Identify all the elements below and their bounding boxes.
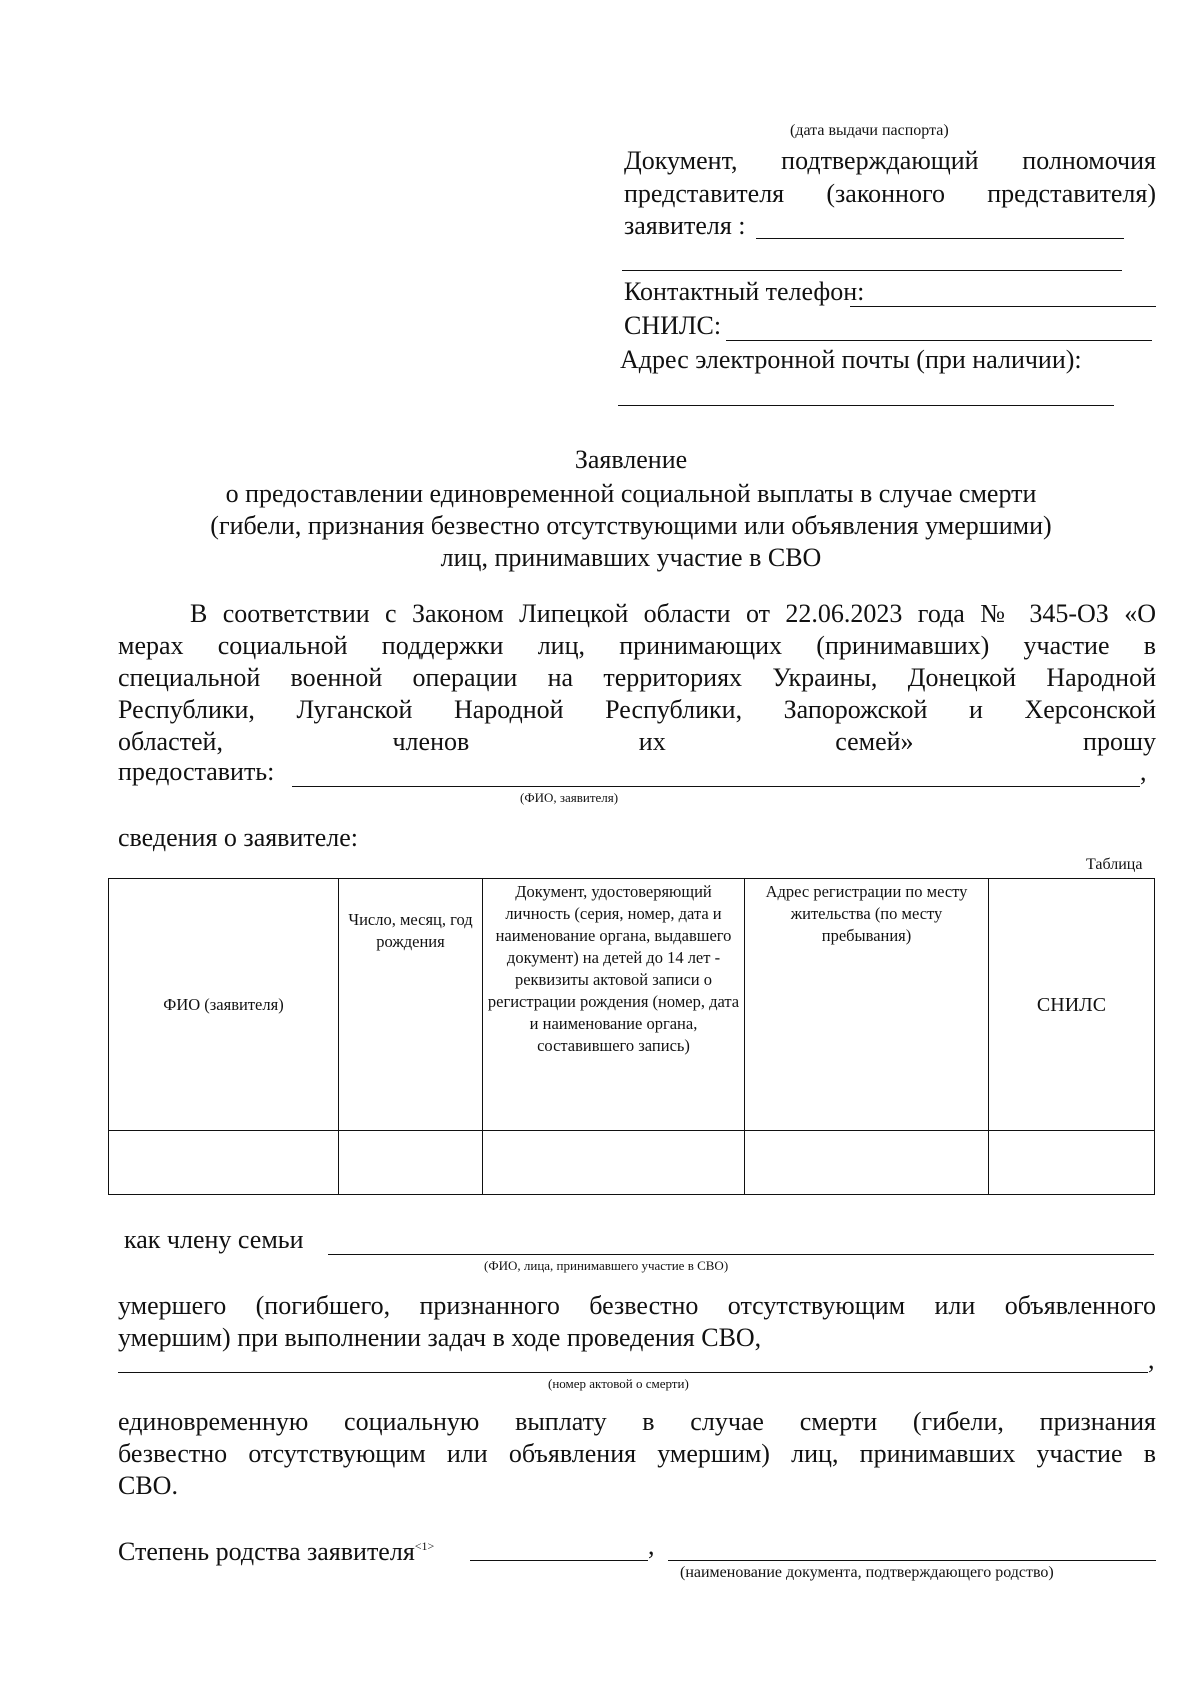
paragraph1-line1: В соответствии с Законом Липецкой области от 22.06.2023 года № 345-ОЗ «О <box>190 599 1156 628</box>
paragraph1-line4: Республики, Луганской Народной Республики, Запорожской и Херсонской <box>118 695 1156 724</box>
doc-subtitle-line2: (гибели, признания безвестно отсутствующими или объявления умершими) <box>210 511 1052 540</box>
applicant-info-label: сведения о заявителе: <box>118 823 359 852</box>
table-caption: Таблица <box>1086 856 1143 873</box>
kinship-label-text: Степень родства заявителя <box>118 1537 415 1566</box>
family-member-field-line[interactable] <box>328 1254 1154 1255</box>
fio-caption: (ФИО, заявителя) <box>520 790 619 805</box>
rep-doc-line1: Документ, подтверждающий полномочия <box>624 146 1156 175</box>
kinship-degree-field-line[interactable] <box>470 1560 648 1561</box>
comma-2: , <box>1148 1345 1155 1374</box>
death-record-caption: (номер актовой о смерти) <box>548 1376 689 1391</box>
email-label: Адрес электронной почты (при наличии): <box>620 345 1082 374</box>
doc-subtitle-line3: лиц, принимавших участие в СВО <box>440 543 822 572</box>
col-header-document: Документ, удостоверяющий личность (серия, номер, дата и наименование органа, выдавшего документ) на детей до 14 лет - реквизиты актовой записи о регистрации рождения (номер, дата и наименование органа, составившего запись) <box>483 879 745 1131</box>
passport-date-caption: (дата выдачи паспорта) <box>790 122 949 139</box>
death-record-field-line[interactable] <box>118 1372 1148 1373</box>
table-data-row[interactable] <box>109 1131 1155 1195</box>
col-header-snils: СНИЛС <box>989 879 1155 1131</box>
kinship-doc-caption: (наименование документа, подтверждающего родство) <box>680 1564 1054 1581</box>
cell-snils[interactable] <box>989 1131 1155 1195</box>
payment-line2: безвестно отсутствующим или объявления умершим) лиц, принимавших участие в <box>118 1439 1156 1468</box>
comma-3: , <box>648 1531 655 1560</box>
kinship-label <box>118 1530 434 1568</box>
table-header-row <box>109 879 1155 1131</box>
payment-line3: СВО. <box>118 1471 178 1500</box>
paragraph1-line6: предоставить: <box>118 757 275 786</box>
cell-address[interactable] <box>745 1131 989 1195</box>
comma-1: , <box>1140 757 1147 786</box>
family-caption: (ФИО, лица, принимавшего участие в СВО) <box>484 1258 729 1273</box>
doc-subtitle-line1: о предоставлении единовременной социальной выплаты в случае смерти <box>225 479 1037 508</box>
snils-field-line[interactable] <box>726 340 1152 341</box>
cell-birthdate[interactable] <box>339 1131 483 1195</box>
col-header-fio: ФИО (заявителя) <box>109 879 339 1131</box>
applicant-fio-field-line[interactable] <box>292 786 1140 787</box>
cell-document[interactable] <box>483 1131 745 1195</box>
kinship-document-field-line[interactable] <box>668 1560 1156 1561</box>
phone-field-line[interactable] <box>850 306 1156 307</box>
paragraph1-line3: специальной военной операции на территориях Украины, Донецкой Народной <box>118 663 1156 692</box>
email-field-line[interactable] <box>618 405 1114 406</box>
paragraph1-line5: областей, членов их семей» прошу <box>118 727 1156 756</box>
family-member-label: как члену семьи <box>124 1225 304 1254</box>
applicant-info-table <box>108 878 1155 1195</box>
phone-label: Контактный телефон: <box>624 277 865 306</box>
cell-fio[interactable] <box>109 1131 339 1195</box>
rep-doc-field-line[interactable] <box>756 238 1124 239</box>
rep-doc-field-line-2[interactable] <box>622 270 1122 271</box>
rep-doc-line3: заявителя : <box>624 211 746 240</box>
payment-line1: единовременную социальную выплату в случае смерти (гибели, признания <box>118 1407 1156 1436</box>
rep-doc-line2: представителя (законного представителя) <box>624 179 1156 208</box>
col-header-address: Адрес регистрации по месту жительства (по месту пребывания) <box>745 879 989 1131</box>
deceased-line1: умершего (погибшего, признанного безвестно отсутствующим или объявленного <box>118 1291 1156 1320</box>
doc-title: Заявление <box>574 445 688 474</box>
col-header-birthdate: Число, месяц, год рождения <box>339 879 483 1131</box>
kinship-footnote: <1> <box>414 1539 435 1553</box>
snils-label: СНИЛС: <box>624 311 722 340</box>
deceased-line2: умершим) при выполнении задач в ходе проведения СВО, <box>118 1323 762 1352</box>
paragraph1-line2: мерах социальной поддержки лиц, принимающих (принимавших) участие в <box>118 631 1156 660</box>
